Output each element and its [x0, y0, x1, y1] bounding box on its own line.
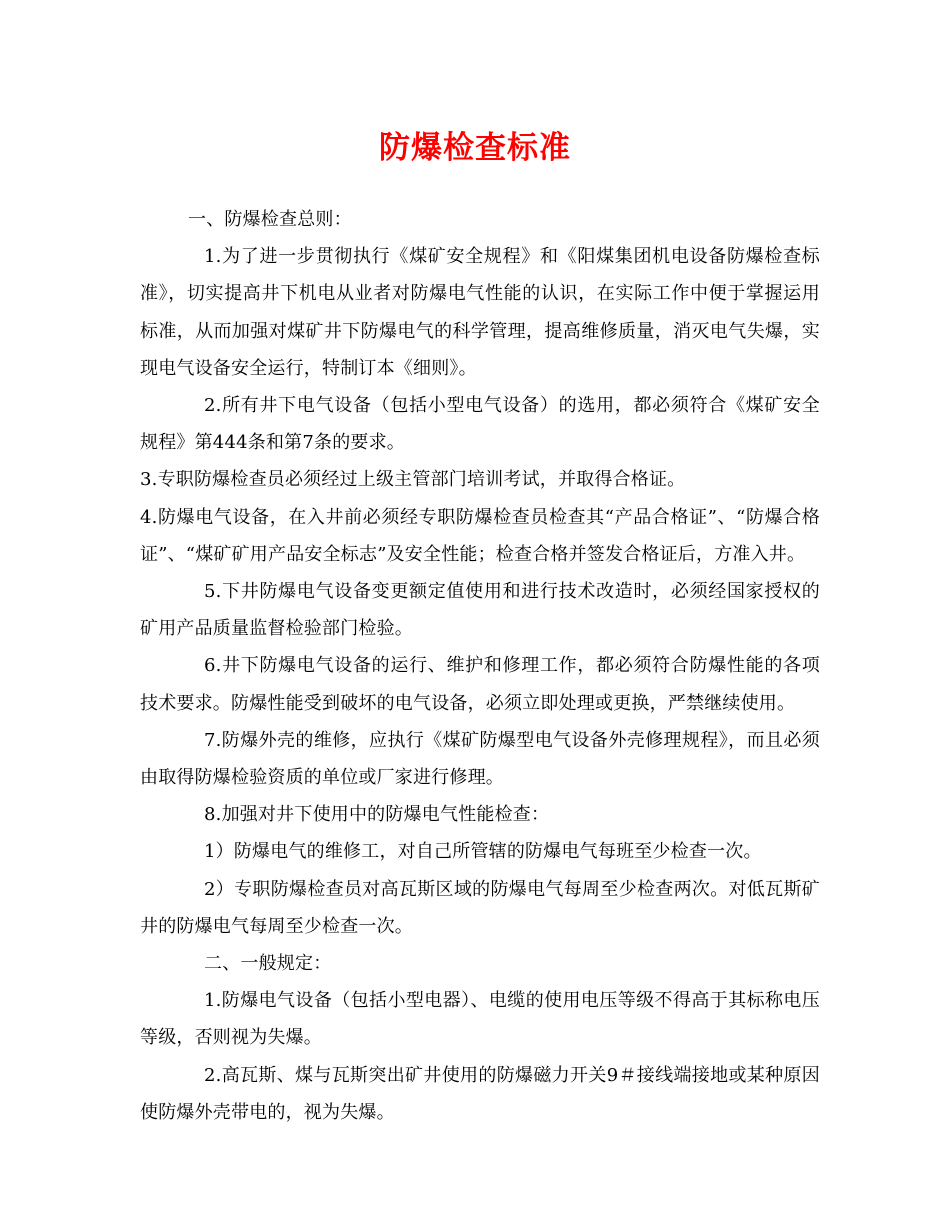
paragraph-1: 1.为了进一步贯彻执行《煤矿安全规程》和《阳煤集团机电设备防爆检查标准》，切实提高井下机电从业者对防爆电气性能的认识，在实际工作中便于掌握运用标准，从而加强对煤矿井下防爆电气的科学管理，提高维修质量，消灭电气失爆，实现电气设备安全运行，特制订本《细则》。 — [140, 246, 820, 379]
paragraph-2: 2.所有井下电气设备（包括小型电气设备）的选用，都必须符合《煤矿安全规程》第444条和第7条的要求。 — [140, 395, 820, 454]
provision-2: 2.高瓦斯、煤与瓦斯突出矿井使用的防爆磁力开关9＃接线端接地或某种原因使防爆外壳带电的，视为失爆。 — [140, 1064, 820, 1123]
paragraph-8: 8.加强对井下使用中的防爆电气性能检查： — [204, 804, 550, 826]
paragraph-4: 4.防爆电气设备，在入井前必须经专职防爆检查员检查其“产品合格证”、“防爆合格证”、“煤矿矿用产品安全标志”及安全性能；检查合格并签发合格证后，方准入井。 — [140, 506, 820, 565]
document-title: 防爆检查标准 — [379, 130, 571, 166]
paragraph-7: 7.防爆外壳的维修，应执行《煤矿防爆型电气设备外壳修理规程》，而且必须由取得防爆检验资质的单位或厂家进行修理。 — [140, 729, 820, 789]
sub-item-1: 1）防爆电气的维修工，对自己所管辖的防爆电气每班至少检查一次。 — [204, 841, 762, 863]
provision-1: 1.防爆电气设备（包括小型电器）、电缆的使用电压等级不得高于其标称电压等级，否则视为失爆。 — [140, 990, 820, 1049]
sub-item-2: 2）专职防爆检查员对高瓦斯区域的防爆电气每周至少检查两次。对低瓦斯矿井的防爆电气每周至少检查一次。 — [140, 878, 820, 937]
paragraph-3: 3.专职防爆检查员必须经过上级主管部门培训考试，并取得合格证。 — [140, 469, 686, 491]
paragraph-5: 5.下井防爆电气设备变更额定值使用和进行技术改造时，必须经国家授权的矿用产品质量监督检验部门检验。 — [140, 581, 820, 640]
section-heading-general-rules: 一、防爆检查总则： — [188, 209, 352, 230]
paragraph-6: 6.井下防爆电气设备的运行、维护和修理工作，都必须符合防爆性能的各项技术要求。防爆性能受到破坏的电气设备，必须立即处理或更换，严禁继续使用。 — [140, 655, 820, 714]
document-body — [140, 201, 820, 1131]
section-heading-general-provisions: 二、一般规定： — [204, 953, 332, 975]
